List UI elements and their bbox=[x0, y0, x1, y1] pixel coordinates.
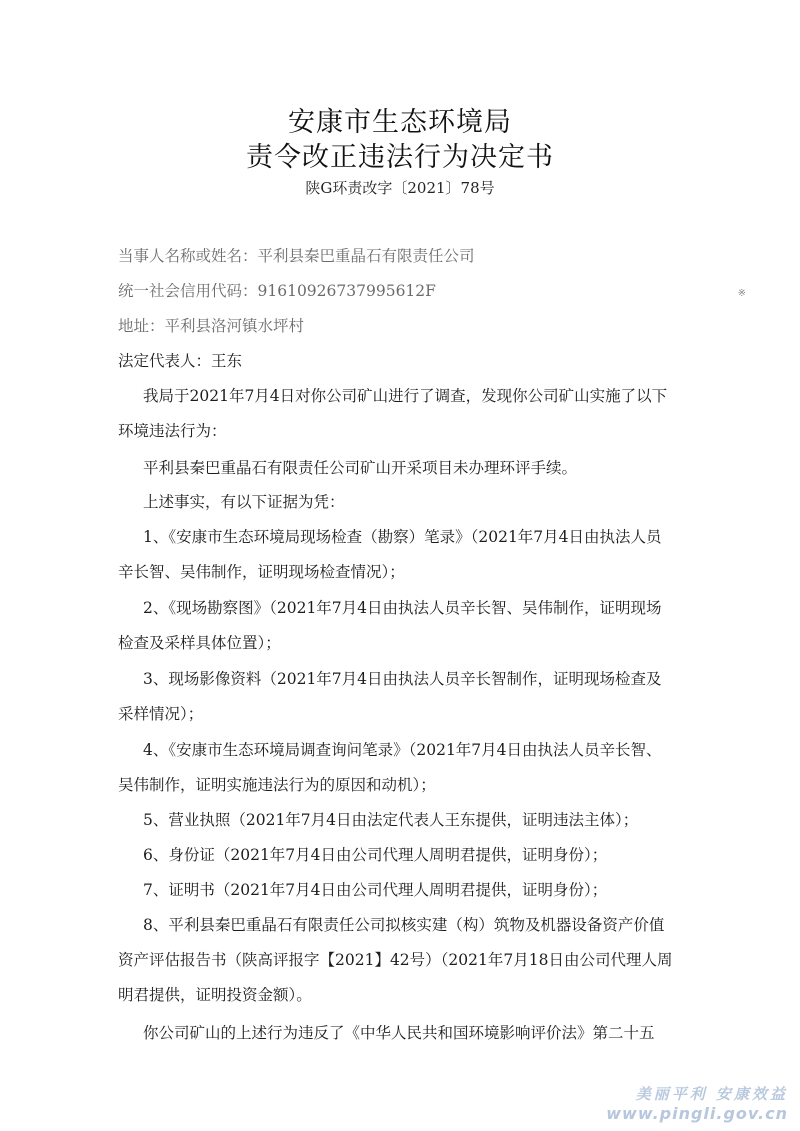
evidence-item-8-line-2: 资产评估报告书（陕高评报字【2021】42号）（2021年7月18日由公司代理人周 bbox=[118, 951, 673, 969]
credit-code: 统一社会信用代码：91610926737995612F bbox=[118, 282, 436, 300]
party-name: 当事人名称或姓名：平利县秦巴重晶石有限责任公司 bbox=[118, 247, 475, 265]
evidence-item-3-line-1: 3、现场影像资料（2021年7月4日由执法人员辛长智制作，证明现场检查及 bbox=[143, 670, 662, 688]
margin-mark: ※ bbox=[737, 288, 746, 299]
evidence-item-4-line-2: 吴伟制作，证明实施违法行为的原因和动机）； bbox=[118, 776, 436, 794]
site-watermark bbox=[606, 1083, 788, 1123]
document-number: 陕G环责改字〔2021〕78号 bbox=[305, 179, 495, 197]
evidence-item-1-line-2: 辛长智、吴伟制作，证明现场检查情况）； bbox=[118, 563, 405, 581]
evidence-intro: 上述事实，有以下证据为凭： bbox=[143, 493, 345, 511]
evidence-item-8-line-3: 明君提供，证明投资金额）。 bbox=[118, 986, 312, 1004]
violation-statement: 平利县秦巴重晶石有限责任公司矿山开采项目未办理环评手续。 bbox=[143, 459, 578, 477]
watermark-slogan: 美丽平利 安康效益 bbox=[635, 1085, 788, 1103]
evidence-item-3-line-2: 采样情况）； bbox=[118, 705, 204, 723]
evidence-item-4-line-1: 4、《安康市生态环境局调查询问笔录》（2021年7月4日由执法人员辛长智、 bbox=[143, 741, 662, 759]
evidence-item-7: 7、证明书（2021年7月4日由公司代理人周明君提供，证明身份）； bbox=[143, 881, 608, 899]
evidence-item-2-line-2: 检查及采样具体位置）； bbox=[118, 634, 281, 652]
watermark-url: www.pingli.gov.cn bbox=[606, 1104, 788, 1123]
evidence-item-2-line-1: 2、《现场勘察图》（2021年7月4日由执法人员辛长智、吴伟制作，证明现场 bbox=[143, 599, 662, 617]
document-title: 责令改正违法行为决定书 bbox=[246, 142, 554, 173]
legal-representative: 法定代表人：王东 bbox=[118, 352, 243, 370]
issuing-authority-title: 安康市生态环境局 bbox=[288, 107, 512, 138]
evidence-item-1-line-1: 1、《安康市生态环境局现场检查（勘察）笔录》（2021年7月4日由执法人员 bbox=[143, 528, 662, 546]
evidence-item-8-line-1: 8、平利县秦巴重晶石有限责任公司拟核实建（构）筑物及机器设备资产价值 bbox=[143, 916, 665, 934]
intro-line-2: 环境违法行为： bbox=[118, 422, 227, 440]
party-address: 地址：平利县洛河镇水坪村 bbox=[118, 317, 305, 335]
intro-line-1: 我局于2021年7月4日对你公司矿山进行了调查，发现你公司矿山实施了以下 bbox=[143, 387, 668, 405]
evidence-item-6: 6、身份证（2021年7月4日由公司代理人周明君提供，证明身份）； bbox=[143, 846, 608, 864]
evidence-item-5: 5、营业执照（2021年7月4日由法定代表人王东提供，证明违法主体）； bbox=[143, 811, 639, 829]
conclusion-line: 你公司矿山的上述行为违反了《中华人民共和国环境影响评价法》第二十五 bbox=[143, 1024, 655, 1042]
